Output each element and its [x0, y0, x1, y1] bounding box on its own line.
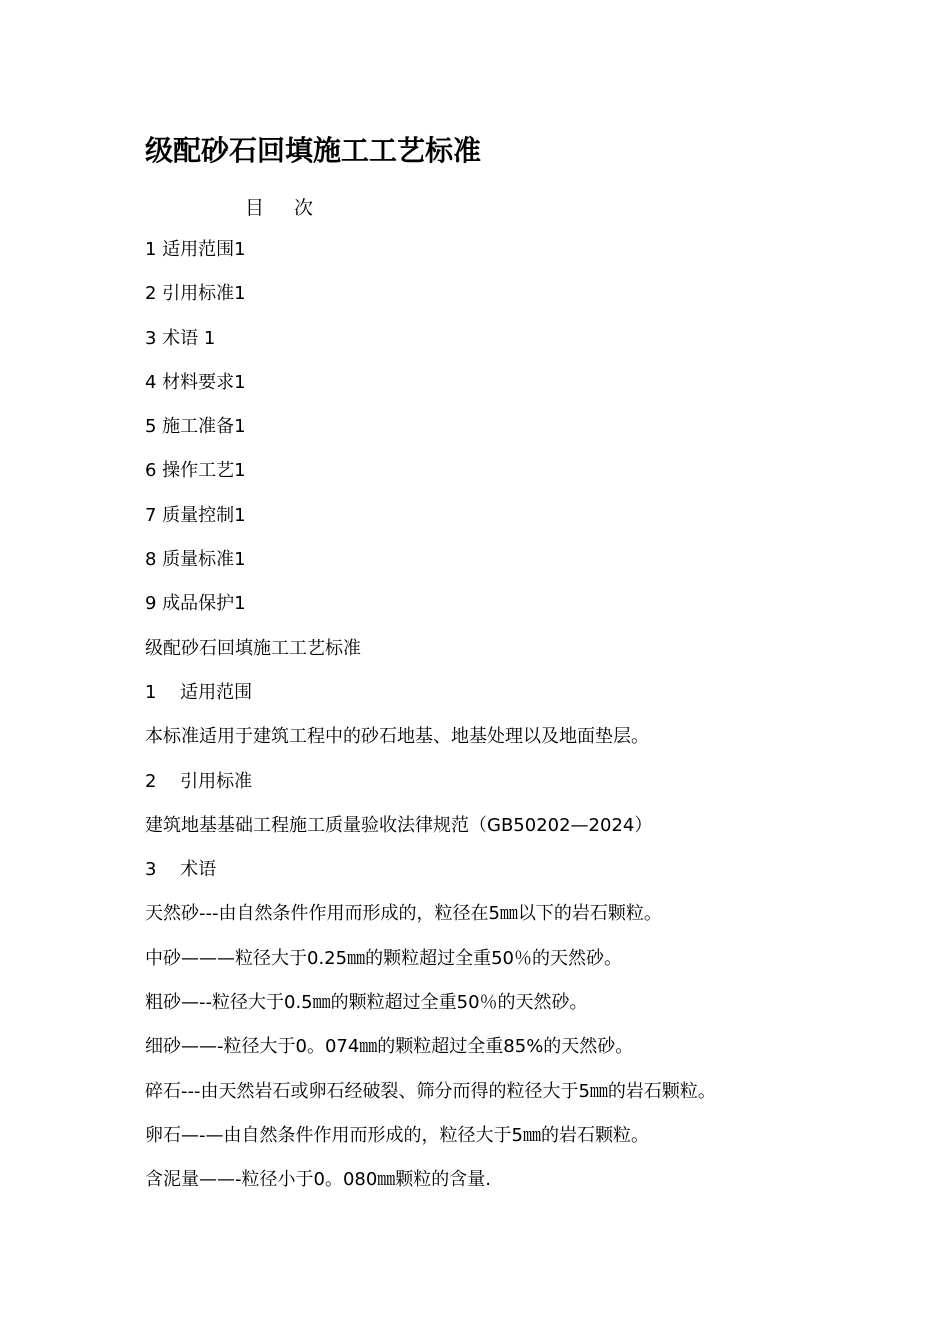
toc-entry: 2 引用标准1: [145, 283, 246, 305]
section-heading: 2 引用标准: [145, 770, 253, 792]
toc-entry: 1 适用范围1: [145, 239, 246, 260]
toc-entry: 7 质量控制1: [145, 504, 246, 526]
paragraph: 卵石—-—由自然条件作用而形成的，粒径大于5㎜的岩石颗粒。: [145, 1124, 649, 1146]
paragraph: 天然砂---由自然条件作用而形成的，粒径在5㎜以下的岩石颗粒。: [145, 903, 662, 925]
toc-entry: 3 术语 1: [145, 327, 216, 349]
document-content: [145, 236, 716, 1211]
paragraph: 建筑地基基础工程施工质量验收法律规范（GB50202—2024）: [145, 814, 653, 836]
paragraph: 粗砂—--粒径大于0.5㎜的颗粒超过全重50％的天然砂。: [145, 992, 588, 1014]
toc-heading: 目 次: [245, 197, 326, 219]
toc-entry: 4 材料要求1: [145, 371, 246, 393]
toc-entry: 5 施工准备1: [145, 416, 246, 438]
toc-entry: 6 操作工艺1: [145, 460, 246, 482]
toc-entry: 9 成品保护1: [145, 593, 246, 615]
paragraph: 含泥量——-粒径小于0。080㎜颗粒的含量.: [145, 1169, 492, 1191]
paragraph: 本标准适用于建筑工程中的砂石地基、地基处理以及地面垫层。: [145, 726, 649, 748]
section-heading: 1 适用范围: [145, 681, 253, 703]
document-title: 级配砂石回填施工工艺标准: [145, 134, 482, 167]
section-heading: 3 术语: [145, 859, 217, 881]
body-title: 级配砂石回填施工工艺标准: [145, 637, 361, 659]
paragraph: 细砂——-粒径大于0。074㎜的颗粒超过全重85%的天然砂。: [145, 1036, 634, 1058]
paragraph: 碎石---由天然岩石或卵石经破裂、筛分而得的粒径大于5㎜的岩石颗粒。: [145, 1080, 716, 1102]
paragraph: 中砂———粒径大于0.25㎜的颗粒超过全重50％的天然砂。: [145, 947, 622, 969]
toc-entry: 8 质量标准1: [145, 549, 246, 571]
